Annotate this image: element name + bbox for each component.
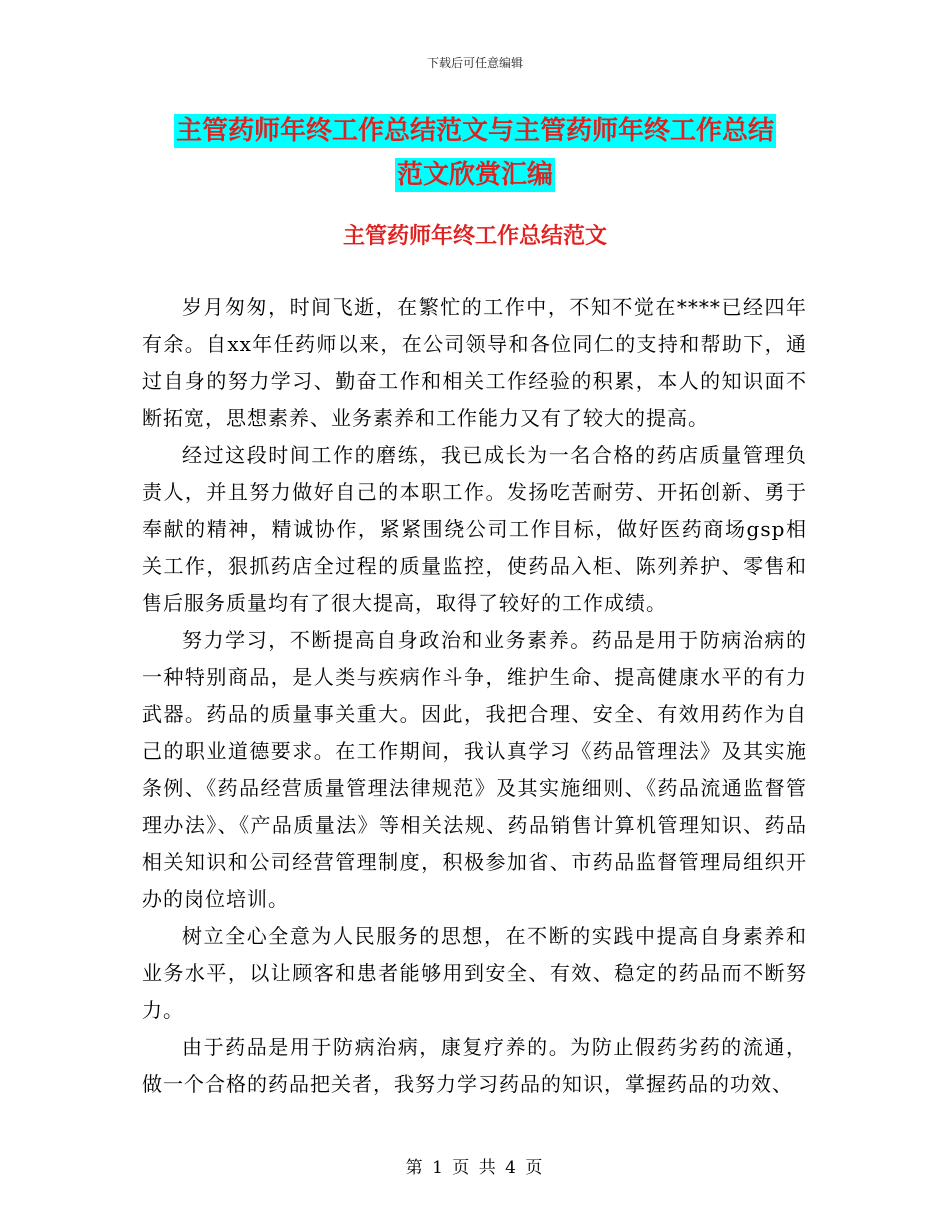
paragraph-2: 经过这段时间工作的磨练，我已成长为一名合格的药店质量管理负责人，并且努力做好自己的本职工作。发扬吃苦耐劳、开拓创新、勇于奉献的精神，精诚协作，紧紧围绕公司工作目标，做好医药商场gsp相关工作，狠抓药店全过程的质量监控，使药品入柜、陈列养护、零售和售后服务质量均有了很大提高，取得了较好的工作成绩。: [142, 443, 807, 615]
document-title-text-2: 范文欣赏汇编: [396, 160, 553, 190]
document-title-line-1: [0, 110, 950, 152]
document-title-line-2: [0, 154, 950, 196]
page-footer: 第 1 页 共 4 页: [405, 1158, 545, 1178]
paragraph-3: 努力学习，不断提高自身政治和业务素养。药品是用于防病治病的一种特别商品，是人类与疾病作斗争，维护生命、提高健康水平的有力武器。药品的质量事关重大。因此，我把合理、安全、有效用药作为自己的职业道德要求。在工作期间，我认真学习《药品管理法》及其实施条例、《药品经营质量管理法律规范》及其实施细则、《药品流通监督管理办法》、《产品质量法》等相关法规、药品销售计算机管理知识、药品相关知识和公司经营管理制度，积极参加省、市药品监督管理局组织开办的岗位培训。: [142, 628, 807, 911]
section-title: 主管药师年终工作总结范文: [342, 223, 607, 249]
paragraph-4: 树立全心全意为人民服务的思想，在不断的实践中提高自身素养和业务水平，以让顾客和患者能够用到安全、有效、稳定的药品而不断努力。: [142, 924, 807, 1022]
document-body: [142, 289, 807, 1103]
paragraph-1: 岁月匆匆，时间飞逝，在繁忙的工作中，不知不觉在****已经四年有余。自xx年任药师以来，在公司领导和各位同仁的支持和帮助下，通过自身的努力学习、勤奋工作和相关工作经验的积累，本人的知识面不断拓宽，思想素养、业务素养和工作能力又有了较大的提高。: [142, 295, 807, 430]
document-title-text-1: 主管药师年终工作总结范文与主管药师年终工作总结: [175, 116, 774, 146]
header-note: 下载后可任意编辑: [426, 56, 523, 70]
paragraph-5: 由于药品是用于防病治病，康复疗养的。为防止假药劣药的流通，做一个合格的药品把关者，我努力学习药品的知识，掌握药品的功效、: [142, 1035, 807, 1096]
